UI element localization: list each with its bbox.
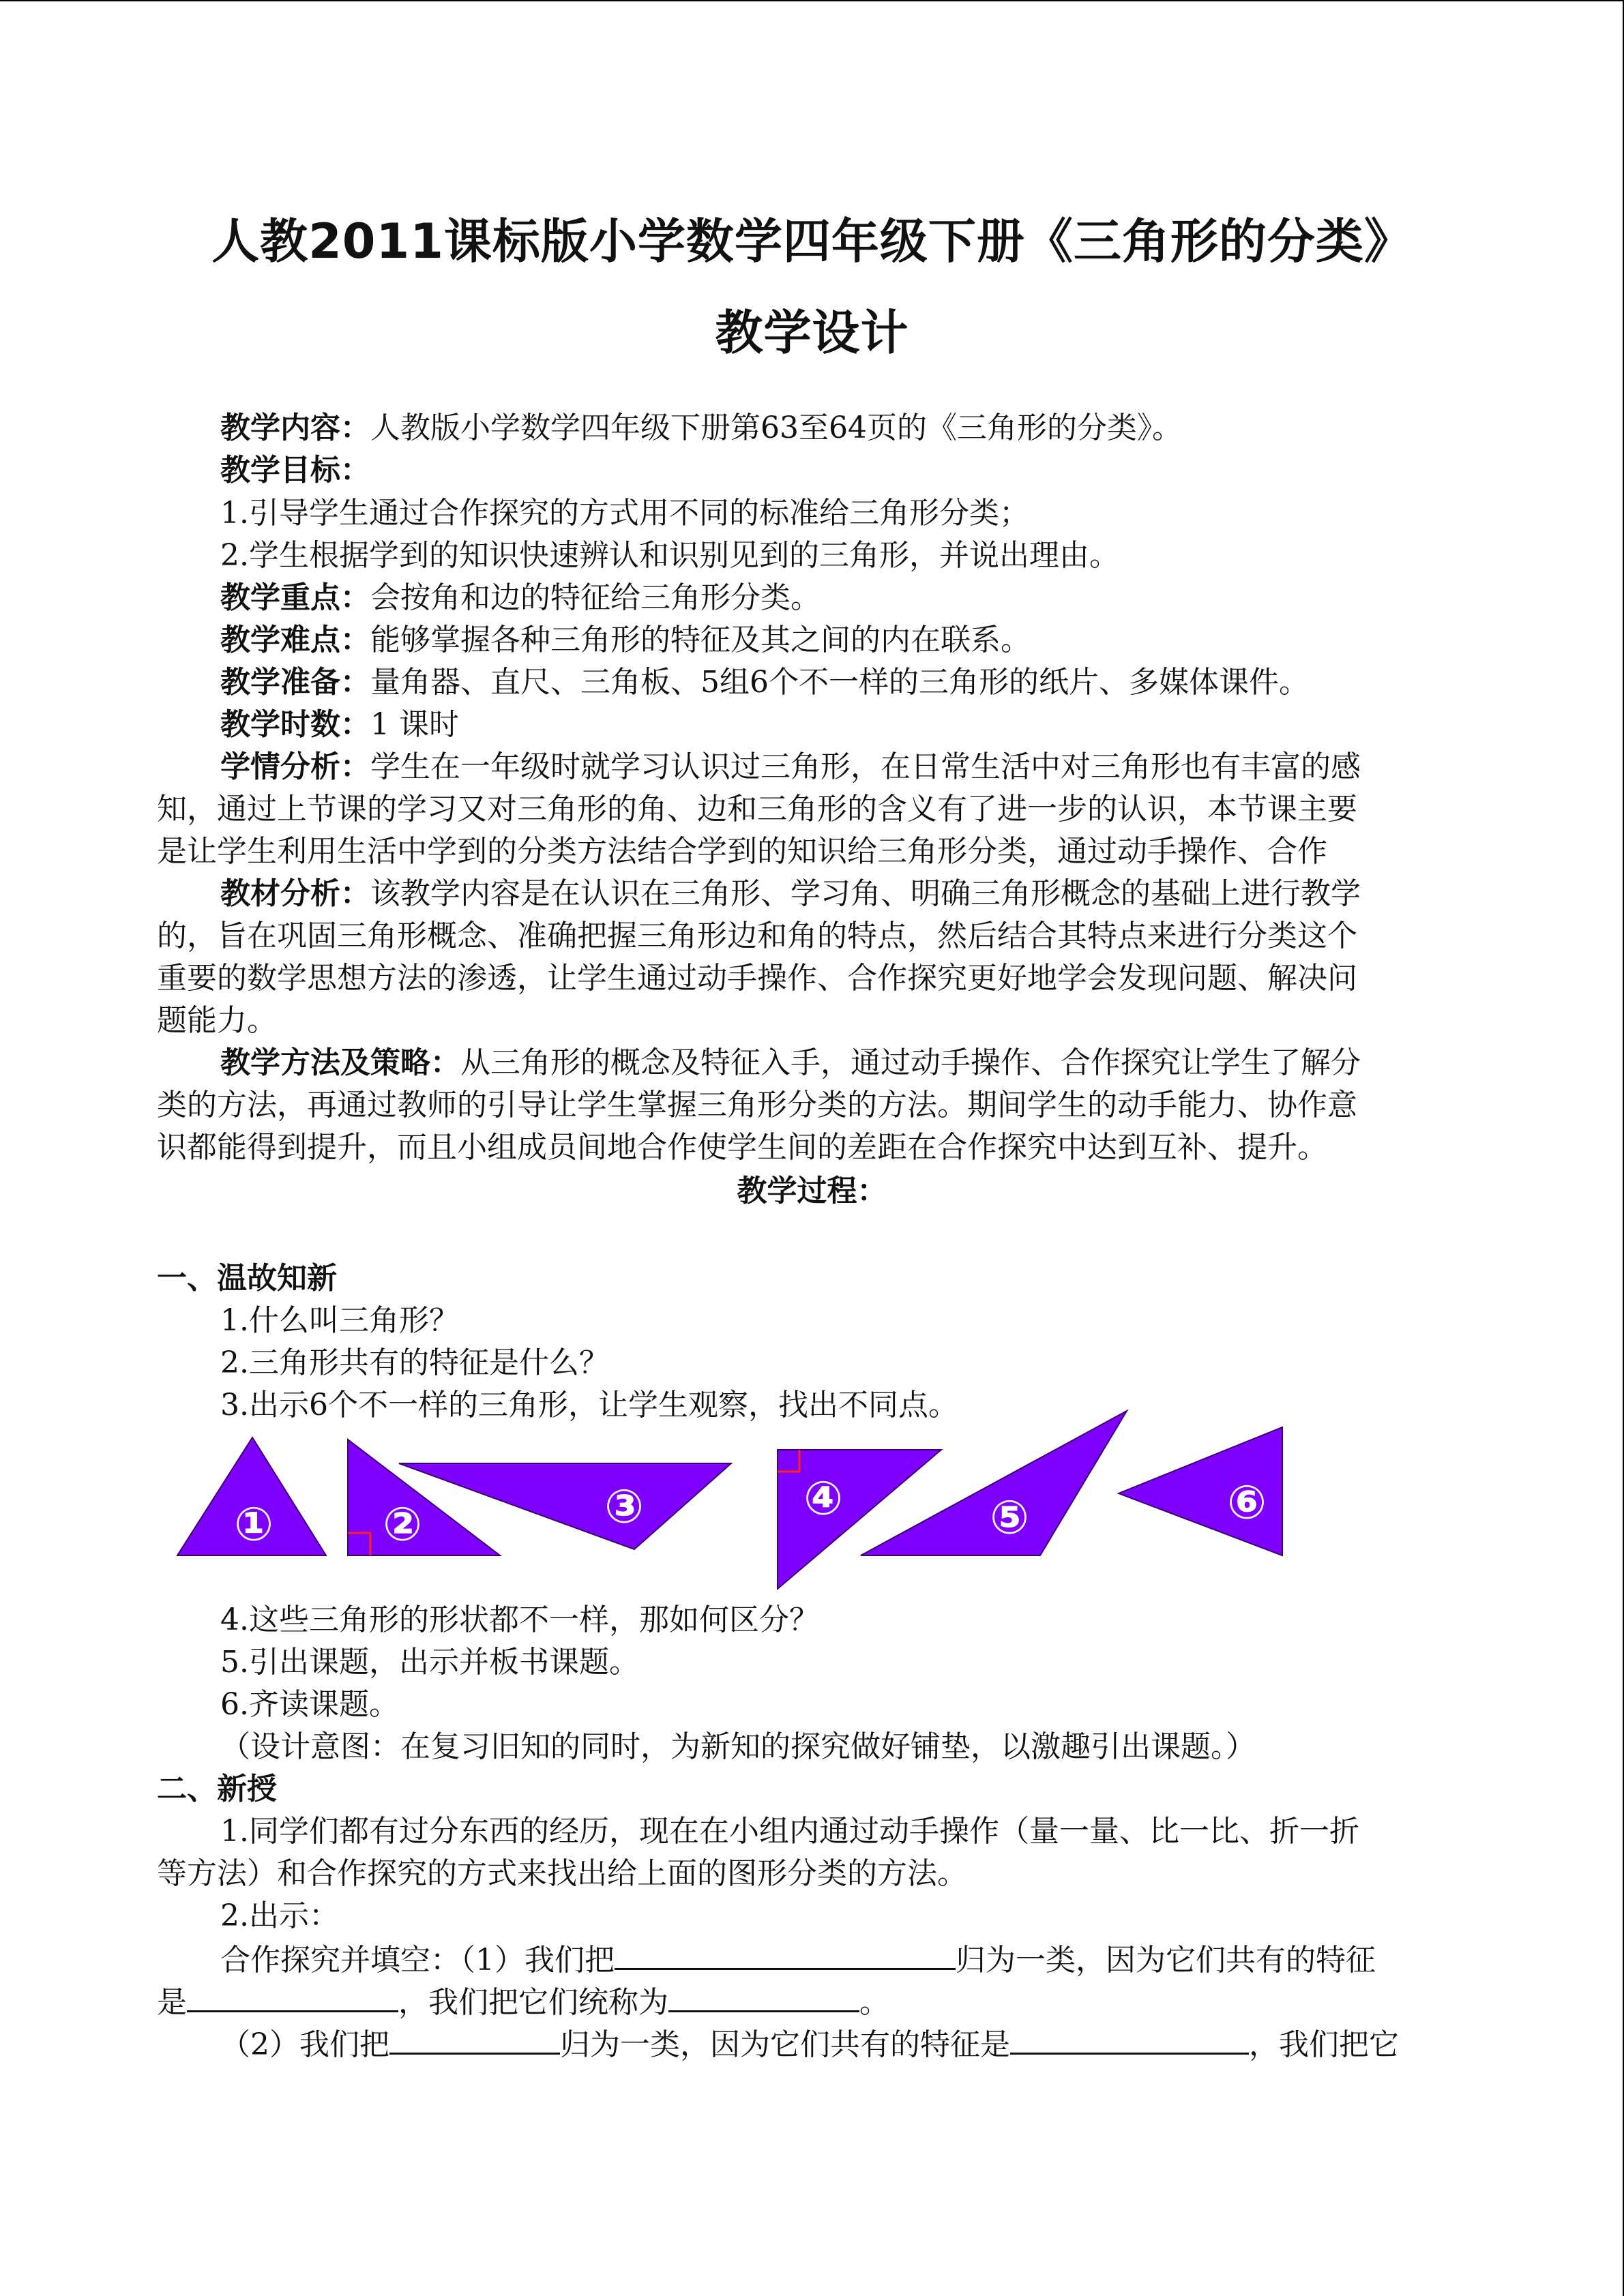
section-1-item-6: 6.齐读课题。 bbox=[220, 1687, 399, 1722]
blank-line-1: 合作探究并填空：（1）我们把 归为一类，因为它们共有的特征 bbox=[220, 1938, 1376, 1981]
line-student-analysis: 学情分析：学生在一年级时就学习认识过三角形，在日常生活中对三角形也有丰富的感 bbox=[220, 749, 1361, 784]
methods-cont-2: 识都能得到提升，而且小组成员间地合作使学生间的差距在合作探究中达到互补、提升。 bbox=[157, 1130, 1327, 1165]
fill-blank-5[interactable] bbox=[1010, 2023, 1249, 2055]
line-content: 教学内容：人教版小学数学四年级下册第63至64页的《三角形的分类》。 bbox=[220, 411, 1182, 445]
line-methods: 教学方法及策略：从三角形的概念及特征入手，通过动手操作、合作探究让学生了解分 bbox=[220, 1045, 1361, 1080]
section-2-item-2: 2.出示： bbox=[220, 1898, 339, 1933]
line-goals-label: 教学目标： bbox=[220, 453, 370, 488]
section-1-intent: （设计意图：在复习旧知的同时，为新知的探究做好铺垫，以激趣引出课题。） bbox=[220, 1729, 1256, 1764]
section-1-item-1: 1.什么叫三角形？ bbox=[220, 1303, 459, 1338]
section-1-item-2: 2.三角形共有的特征是什么？ bbox=[220, 1345, 609, 1380]
process-heading: 教学过程： bbox=[737, 1174, 887, 1208]
section-2-item-1-cont: 等方法）和合作探究的方式来找出给上面的图形分类的方法。 bbox=[157, 1856, 967, 1891]
title-line-2: 教学设计 bbox=[715, 305, 909, 361]
triangle-4-label: ④ bbox=[803, 1472, 843, 1526]
section-1-item-5: 5.引出课题，出示并板书课题。 bbox=[220, 1645, 639, 1680]
title-line-1: 人教2011课标版小学数学四年级下册《三角形的分类》 bbox=[211, 213, 1413, 269]
line-prep: 教学准备：量角器、直尺、三角板、5组6个不一样的三角形的纸片、多媒体课件。 bbox=[220, 665, 1309, 700]
line-duration: 教学时数：1 课时 bbox=[220, 707, 459, 742]
goal-2: 2.学生根据学到的知识快速辨认和识别见到的三角形，并说出理由。 bbox=[220, 538, 1119, 573]
material-analysis-cont-3: 题能力。 bbox=[157, 1003, 277, 1038]
methods-cont-1: 类的方法，再通过教师的引导让学生掌握三角形分类的方法。期间学生的动手能力、协作意 bbox=[157, 1088, 1357, 1122]
fill-blank-3[interactable] bbox=[668, 1980, 859, 2012]
triangle-3-label: ③ bbox=[604, 1480, 644, 1534]
fill-blank-4[interactable] bbox=[389, 2023, 560, 2055]
triangle-5-label: ⑤ bbox=[990, 1491, 1029, 1545]
section-2-heading: 二、新授 bbox=[157, 1772, 277, 1806]
triangle-4 bbox=[778, 1450, 941, 1589]
line-difficulty: 教学难点：能够掌握各种三角形的特征及其之间的内在联系。 bbox=[220, 623, 1031, 657]
student-analysis-cont-1: 知，通过上节课的学习又对三角形的角、边和三角形的含义有了进一步的认识，本节课主要 bbox=[157, 792, 1357, 826]
fill-blank-2[interactable] bbox=[187, 1980, 398, 2012]
triangle-2-label: ② bbox=[383, 1497, 422, 1552]
material-analysis-cont-2: 重要的数学思想方法的渗透，让学生通过动手操作、合作探究更好地学会发现问题、解决问 bbox=[157, 961, 1357, 996]
line-key: 教学重点：会按角和边的特征给三角形分类。 bbox=[220, 580, 821, 615]
triangle-1-label: ① bbox=[234, 1497, 274, 1552]
section-1-heading: 一、温故知新 bbox=[157, 1261, 337, 1296]
section-1-item-3: 3.出示6个不一样的三角形，让学生观察，找出不同点。 bbox=[220, 1388, 958, 1422]
section-2-item-1: 1.同学们都有过分东西的经历，现在在小组内通过动手操作（量一量、比一比、折一折 bbox=[220, 1814, 1359, 1849]
fill-blank-1[interactable] bbox=[615, 1938, 956, 1970]
section-1-item-4: 4.这些三角形的形状都不一样，那如何区分？ bbox=[220, 1602, 819, 1637]
blank-line-2: 是 ，我们把它们统称为 。 bbox=[157, 1980, 889, 2023]
triangle-6-label: ⑥ bbox=[1227, 1476, 1267, 1530]
material-analysis-cont-1: 的，旨在巩固三角形概念、准确把握三角形边和角的特点，然后结合其特点来进行分类这个 bbox=[157, 919, 1357, 953]
blank-line-3: （2）我们把 归为一类，因为它们共有的特征是 ，我们把它 bbox=[220, 2023, 1399, 2066]
line-material-analysis: 教材分析：该教学内容是在认识在三角形、学习角、明确三角形概念的基础上进行教学 bbox=[220, 876, 1361, 911]
student-analysis-cont-2: 是让学生利用生活中学到的分类方法结合学到的知识给三角形分类，通过动手操作、合作 bbox=[157, 834, 1327, 869]
goal-1: 1.引导学生通过合作探究的方式用不同的标准给三角形分类； bbox=[220, 496, 1029, 531]
